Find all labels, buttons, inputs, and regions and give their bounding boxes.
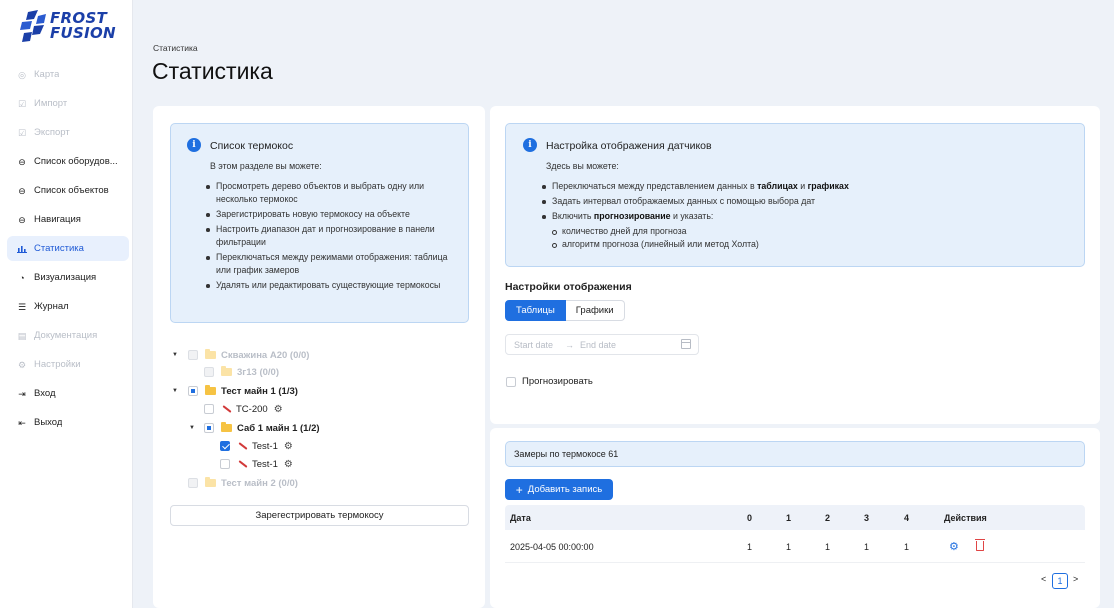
pagination-prev[interactable]: < (1041, 574, 1047, 584)
page-title: Статистика (152, 58, 273, 84)
info-list (204, 180, 459, 294)
pie-chart-icon: ◔ (19, 272, 25, 283)
info-intro: Здесь вы можете: (546, 161, 619, 171)
list-item: Удалять или редактировать существующие термокосы (204, 279, 459, 292)
list-item: Включить прогнозирование и указать: (540, 210, 1060, 223)
view-mode-toggle (505, 300, 625, 321)
document-icon: ▤ (17, 330, 27, 341)
map-pin-icon: ◎ (18, 69, 26, 80)
pagination-next[interactable]: > (1073, 574, 1079, 584)
forecast-checkbox[interactable] (506, 376, 593, 387)
database-icon: ⊖ (18, 156, 26, 167)
checkbox[interactable] (188, 386, 198, 396)
sidebar-item-visualization[interactable]: ◔ Визуализация (7, 265, 129, 290)
tree-node[interactable]: Тест майн 2 (0/0) (188, 474, 298, 492)
folder-icon (205, 479, 216, 487)
database-icon: ⊖ (18, 185, 26, 196)
info-list (540, 180, 1060, 251)
list-item: алгоритм прогноза (линейный или метод Холта) (540, 238, 1060, 251)
tree-node[interactable]: ▼ Саб 1 майн 1 (1/2) (189, 422, 320, 434)
settings-title: Настройки отображения (505, 281, 632, 293)
column-header-1: 1 (786, 513, 792, 523)
brand-name: FROST FUSION (50, 9, 116, 42)
end-date-input[interactable]: End date (580, 339, 617, 350)
sidebar-item-navigation[interactable]: ⊖ Навигация (18, 214, 81, 225)
checkbox[interactable] (204, 423, 214, 433)
checkbox[interactable] (220, 459, 230, 469)
checkbox[interactable] (220, 441, 230, 451)
column-header-3: 3 (864, 513, 870, 523)
column-header-4: 4 (904, 513, 910, 523)
gear-icon[interactable]: ⚙ (283, 458, 293, 470)
folder-icon (205, 351, 216, 359)
tree-node[interactable]: ▼ Скважина А20 (0/0) (172, 349, 310, 361)
delete-icon[interactable] (976, 541, 984, 551)
sidebar-nav (7, 62, 129, 439)
breadcrumb[interactable]: Статистика (153, 43, 198, 53)
tree-node[interactable]: TC-200 ⚙ (204, 400, 283, 418)
tree-node[interactable]: Test-1 ⚙ (220, 455, 293, 473)
tree-node[interactable]: Test-1 ⚙ (220, 437, 293, 455)
list-icon: ☰ (17, 301, 27, 312)
cell-value: 1 (825, 542, 831, 552)
checkbox (188, 478, 198, 488)
register-thermo-button[interactable]: Зарегестрировать термокосу (170, 505, 469, 526)
sidebar-item-statistics[interactable]: Статистика (7, 236, 129, 261)
cell-date: 2025-04-05 00:00:00 (510, 542, 594, 552)
list-item: Просмотреть дерево объектов и выбрать одну или несколько термокос (204, 180, 459, 206)
info-icon: i (523, 138, 537, 152)
table-header (505, 505, 1085, 530)
sidebar-item-objects[interactable]: ⊖ Список объектов (18, 185, 109, 196)
export-icon: ☑ (17, 127, 27, 138)
display-settings-info (505, 123, 1085, 267)
cell-value: 1 (864, 542, 870, 552)
row-divider (505, 562, 1085, 563)
sidebar (0, 0, 133, 608)
login-icon: ⇥ (18, 388, 26, 399)
checkbox (188, 350, 198, 360)
bar-chart-icon (17, 244, 27, 254)
logout-icon: ⇤ (18, 417, 26, 428)
thermo-list-info (170, 123, 469, 323)
checkbox (204, 367, 214, 377)
list-item: Задать интервал отображаемых данных с помощью выбора дат (540, 195, 1060, 208)
sidebar-item-docs[interactable]: ▤ Документация (17, 330, 98, 341)
sidebar-item-logout[interactable]: ⇤ Выход (18, 417, 63, 428)
date-range-picker[interactable] (505, 334, 699, 355)
folder-icon (221, 368, 232, 376)
tree-node[interactable]: 3г13 (0/0) (204, 363, 279, 381)
sidebar-item-map[interactable]: ◎ Карта (18, 69, 60, 80)
caret-down-icon[interactable]: ▼ (189, 425, 195, 431)
cell-value: 1 (786, 542, 792, 552)
sidebar-item-import[interactable]: ☑ Импорт (17, 98, 68, 109)
calendar-icon[interactable] (681, 339, 691, 349)
list-item: Зарегистрировать новую термокосу на объекте (204, 208, 459, 221)
sidebar-item-journal[interactable]: ☰ Журнал (17, 301, 69, 312)
pagination-page[interactable]: 1 (1052, 573, 1068, 589)
cell-value: 1 (747, 542, 753, 552)
import-icon: ☑ (17, 98, 27, 109)
column-header-actions: Действия (944, 513, 987, 523)
checkbox[interactable] (204, 404, 214, 414)
column-header-0: 0 (747, 513, 753, 523)
info-title: Настройка отображения датчиков (546, 140, 712, 152)
list-item: Настроить диапазон дат и прогнозирование в панели фильтрации (204, 223, 459, 249)
info-intro: В этом разделе вы можете: (210, 161, 322, 171)
thermometer-icon (221, 404, 231, 414)
gear-icon[interactable]: ⚙ (283, 440, 293, 452)
tab-tables[interactable]: Таблицы (505, 300, 566, 321)
tree-node[interactable]: ▼ Тест майн 1 (1/3) (172, 385, 298, 397)
forecast-label: Прогнозировать (522, 376, 593, 387)
caret-down-icon[interactable]: ▼ (172, 352, 178, 358)
sidebar-item-equipment[interactable]: ⊖ Список оборудов... (18, 156, 118, 167)
database-icon: ⊖ (18, 214, 26, 225)
start-date-input[interactable]: Start date (514, 339, 554, 350)
measurements-title: Замеры по термокосе 61 (505, 441, 1085, 467)
sidebar-item-login[interactable]: ⇥ Вход (18, 388, 56, 399)
gear-icon[interactable]: ⚙ (273, 403, 283, 415)
arrow-right-icon: → (565, 339, 575, 350)
settings-icon: ⚙ (17, 359, 27, 370)
info-icon: i (187, 138, 201, 152)
folder-icon (205, 387, 216, 395)
sidebar-item-settings[interactable]: ⚙ Настройки (17, 359, 81, 370)
edit-gear-icon[interactable]: ⚙ (949, 541, 959, 553)
checkbox[interactable] (506, 377, 516, 387)
column-header-date[interactable]: Дата (510, 513, 531, 523)
thermometer-icon (237, 441, 247, 451)
column-header-2: 2 (825, 513, 831, 523)
info-title: Список термокос (210, 140, 294, 152)
thermometer-icon (237, 459, 247, 469)
list-item: количество дней для прогноза (540, 225, 1060, 238)
list-item: Переключаться между представлением данных в таблицах и графиках (540, 180, 1060, 193)
plus-icon: + (515, 482, 523, 497)
snowflake-logo-icon (20, 10, 46, 42)
cell-value: 1 (904, 542, 910, 552)
add-record-button[interactable]: + Добавить запись (505, 479, 613, 500)
tab-charts[interactable]: Графики (566, 300, 625, 321)
list-item: Переключаться между режимами отображения: таблица или график замеров (204, 251, 459, 277)
caret-down-icon[interactable]: ▼ (172, 388, 178, 394)
folder-icon (221, 424, 232, 432)
sidebar-item-export[interactable]: ☑ Экспорт (17, 127, 70, 138)
logo[interactable] (20, 10, 116, 42)
